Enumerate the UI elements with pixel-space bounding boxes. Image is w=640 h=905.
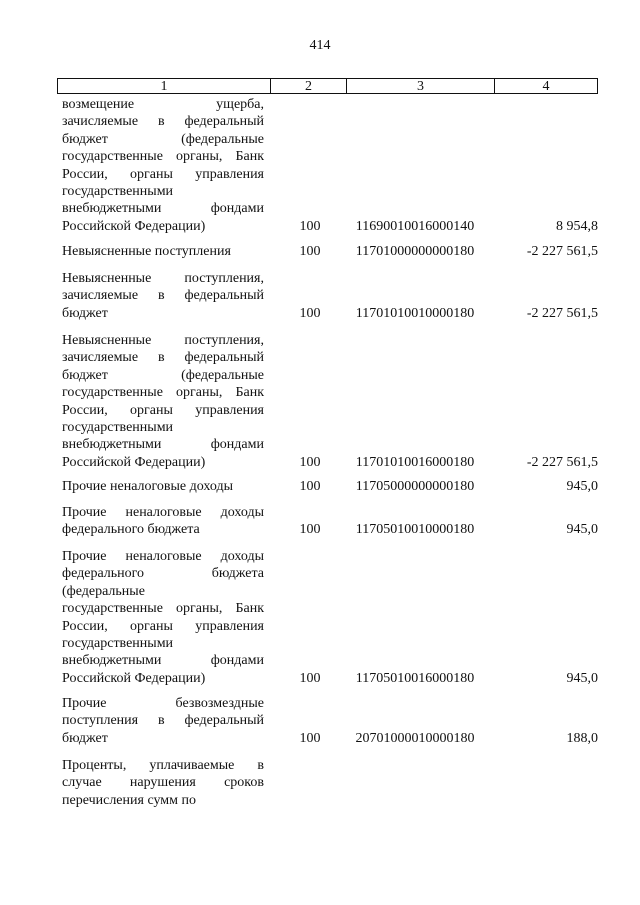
- admin-code: 100: [299, 454, 321, 470]
- description-line: (федеральные: [62, 583, 145, 599]
- budget-classification-code: 11705010016000180: [355, 670, 475, 686]
- header-col-3: 3: [346, 79, 494, 93]
- description-line: Невыясненные поступления,: [62, 271, 264, 286]
- description-line: зачисляемые в федеральный: [62, 288, 264, 304]
- description-line: федерального бюджета: [62, 522, 200, 538]
- description-line: государственные органы, Банк: [62, 601, 264, 617]
- admin-code: 100: [299, 479, 321, 494]
- description-line: России, органы управления: [62, 618, 264, 634]
- budget-classification-code: 11701010010000180: [355, 305, 475, 321]
- admin-code: 100: [299, 305, 321, 321]
- description-line: внебюджетными фондами: [62, 437, 264, 453]
- description-line: Прочие безвозмездные: [62, 696, 264, 711]
- amount-value: 8 954,8: [556, 218, 598, 234]
- amount-value: 945,0: [566, 670, 598, 686]
- row-description: [62, 548, 264, 687]
- description-line: Прочие неналоговые доходы: [62, 505, 264, 520]
- row-description: [62, 478, 264, 495]
- amount-value: 945,0: [566, 479, 598, 494]
- row-description: [62, 332, 264, 471]
- budget-classification-code: 11701010016000180: [355, 454, 475, 470]
- header-col-1: 1: [160, 79, 168, 94]
- description-line: Невыясненные поступления: [62, 244, 231, 259]
- description-line: государственные органы, Банк: [62, 149, 264, 165]
- amount-value: 945,0: [566, 522, 598, 538]
- budget-classification-code: 20701000010000180: [355, 730, 475, 746]
- description-line: случае нарушения сроков: [62, 775, 264, 791]
- table-header: [57, 78, 598, 94]
- description-line: России, органы управления: [62, 402, 264, 418]
- admin-code: 100: [299, 244, 321, 259]
- description-line: внебюджетными фондами: [62, 653, 264, 669]
- row-description: [62, 695, 264, 747]
- description-line: зачисляемые в федеральный: [62, 350, 264, 366]
- row-description: [62, 757, 264, 809]
- description-line: России, органы управления: [62, 166, 264, 182]
- row-description: [62, 504, 264, 539]
- description-line: бюджет: [62, 305, 108, 321]
- amount-value: -2 227 561,5: [526, 244, 598, 259]
- admin-code: 100: [299, 730, 321, 746]
- description-line: государственными: [62, 184, 174, 200]
- description-line: поступления в федеральный: [62, 713, 264, 729]
- description-line: перечисления сумм по: [62, 792, 196, 808]
- header-col-4: 4: [494, 79, 597, 93]
- description-line: Российской Федерации): [62, 454, 206, 470]
- description-line: государственные органы, Банк: [62, 385, 264, 401]
- budget-classification-code: 11701000000000180: [355, 244, 475, 259]
- description-line: зачисляемые в федеральный: [62, 114, 264, 130]
- row-description: [62, 270, 264, 322]
- description-line: федерального бюджета: [62, 566, 264, 582]
- header-col-2: 2: [270, 79, 346, 93]
- budget-classification-code: 11690010016000140: [355, 218, 475, 234]
- description-line: бюджет (федеральные: [62, 131, 264, 147]
- description-line: Невыясненные поступления,: [62, 333, 264, 348]
- row-description: [62, 243, 264, 260]
- description-line: бюджет: [62, 730, 108, 746]
- admin-code: 100: [299, 670, 321, 686]
- budget-classification-code: 11705000000000180: [355, 479, 475, 494]
- description-line: государственными: [62, 420, 174, 436]
- page-number: 414: [309, 38, 331, 53]
- row-description: [62, 96, 264, 235]
- description-line: государственными: [62, 636, 174, 652]
- description-line: бюджет (федеральные: [62, 367, 264, 383]
- amount-value: 188,0: [566, 730, 598, 746]
- description-line: Российской Федерации): [62, 218, 206, 234]
- amount-value: -2 227 561,5: [526, 305, 598, 321]
- budget-classification-code: 11705010010000180: [355, 522, 475, 538]
- description-line: Проценты, уплачиваемые в: [62, 758, 264, 773]
- admin-code: 100: [299, 522, 321, 538]
- admin-code: 100: [299, 218, 321, 234]
- description-line: Прочие неналоговые доходы: [62, 479, 234, 494]
- description-line: Прочие неналоговые доходы: [62, 549, 264, 564]
- description-line: возмещение ущерба,: [62, 97, 264, 112]
- amount-value: -2 227 561,5: [526, 454, 598, 470]
- description-line: Российской Федерации): [62, 670, 206, 686]
- description-line: внебюджетными фондами: [62, 201, 264, 217]
